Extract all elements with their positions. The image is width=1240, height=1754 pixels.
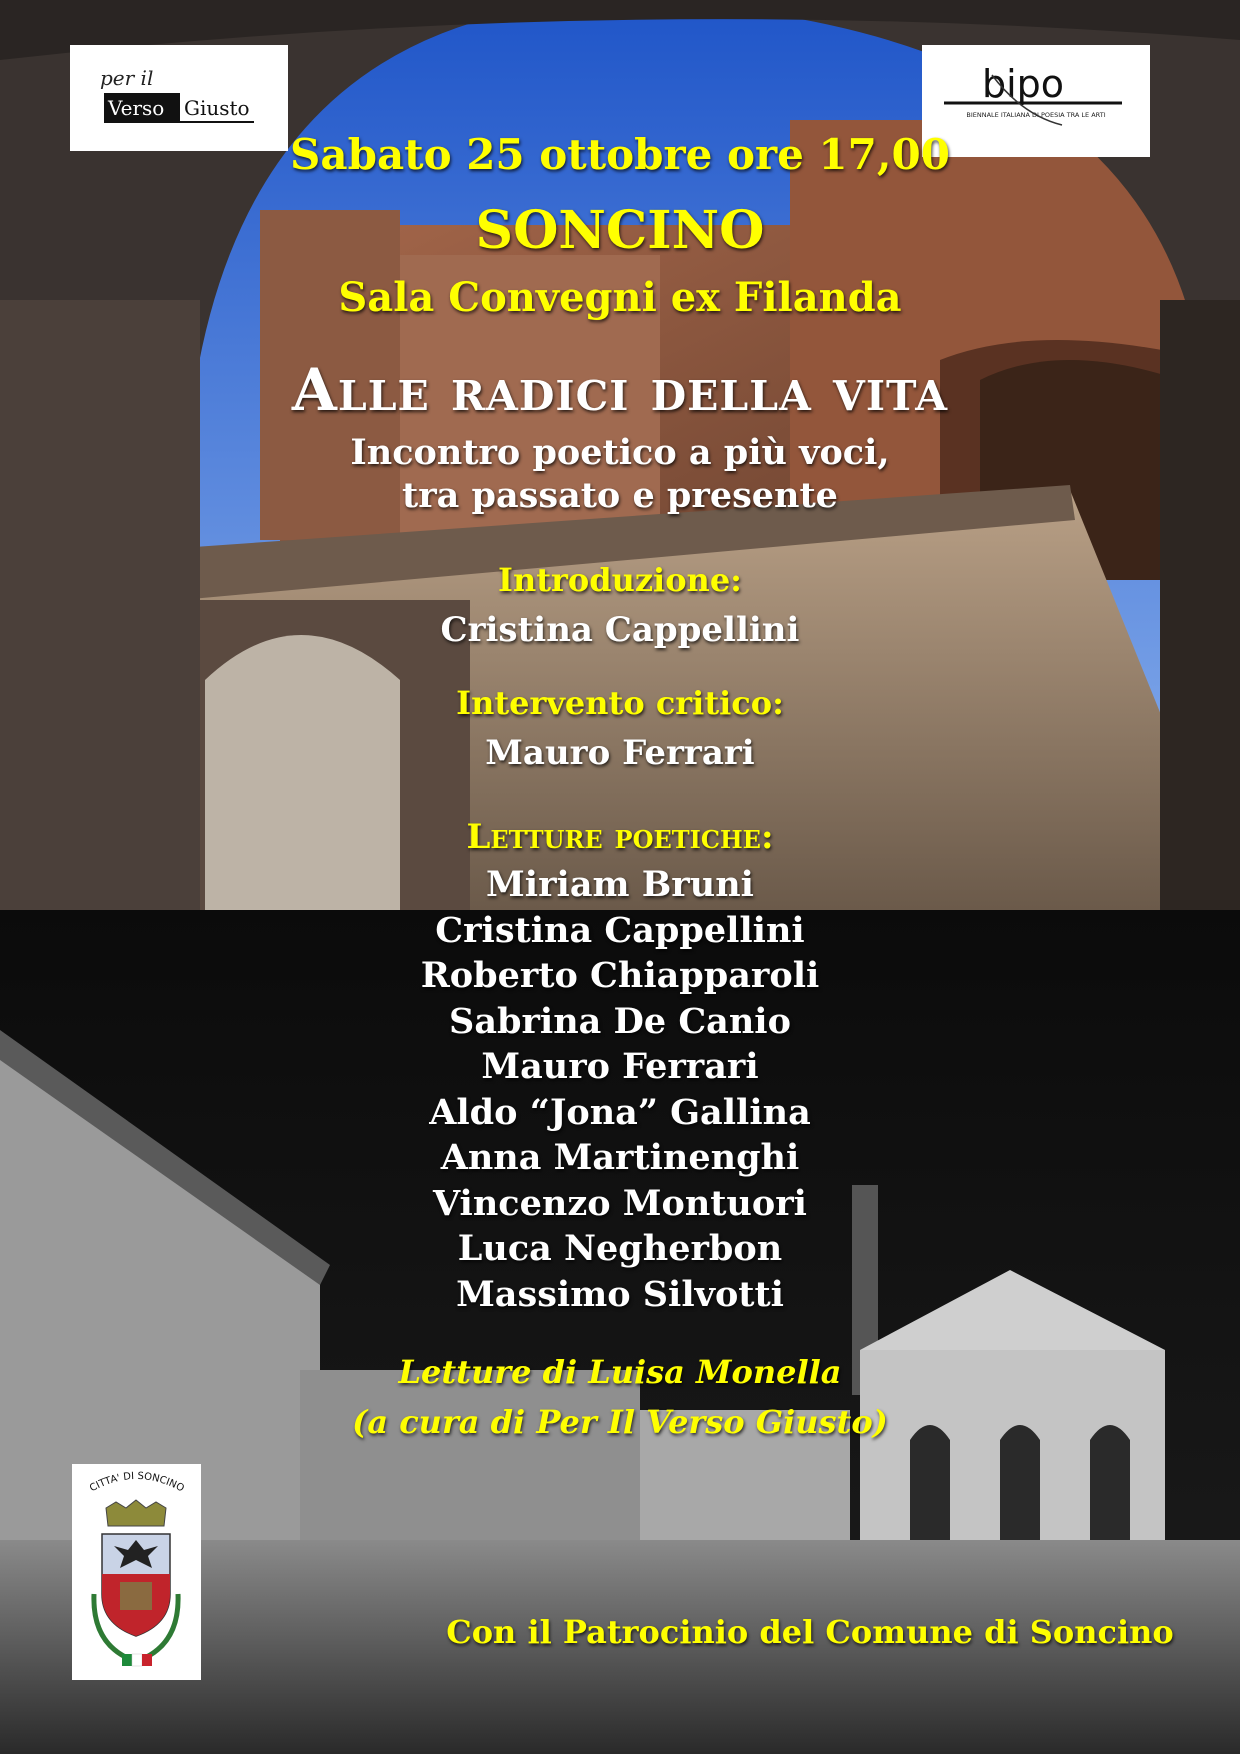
event-date: Sabato 25 ottobre ore 17,00	[290, 130, 950, 179]
readings-label: Letture poetiche:	[466, 817, 774, 857]
patronage-note: Con il Patrocinio del Comune di Soncino	[446, 1613, 1174, 1651]
soncino-crest	[72, 1464, 201, 1680]
logo-left-word2: Giusto	[184, 96, 250, 120]
reader-name: Sabrina De Canio	[449, 1000, 791, 1042]
reader-name: Cristina Cappellini	[435, 909, 805, 951]
reader-name: Aldo “Jona” Gallina	[429, 1091, 811, 1133]
svg-text:CITTA' DI SONCINO	[88, 1471, 186, 1495]
reader-name: Luca Negherbon	[457, 1228, 783, 1269]
logo-right-tagline: BIENNALE ITALIANA DI POESIA TRA LE ARTI	[966, 111, 1106, 119]
critic-label: Intervento critico:	[456, 684, 784, 722]
reader-name: Vincenzo Montuori	[433, 1182, 807, 1224]
crest-label: CITTA' DI SONCINO	[88, 1470, 186, 1495]
event-title: Alle radici della vita	[291, 356, 949, 424]
event-city: SONCINO	[475, 200, 765, 261]
reader-name: Roberto Chiapparoli	[420, 955, 820, 996]
readers-list	[0, 862, 1240, 1317]
event-venue: Sala Convegni ex Filanda	[338, 274, 902, 321]
logo-left-word1: Verso	[108, 96, 165, 120]
reader-name: Miriam Bruni	[486, 864, 754, 905]
logo-right-name: bipo	[982, 62, 1065, 106]
event-subtitle-line1: Incontro poetico a più voci,	[350, 432, 890, 473]
readings-by-line1: Letture di Luisa Monella	[398, 1353, 842, 1391]
reader-name: Mauro Ferrari	[481, 1046, 759, 1087]
readings-by-line2: (a cura di Per Il Verso Giusto)	[352, 1403, 888, 1441]
logo-left-line1: per il	[100, 66, 154, 90]
intro-name: Cristina Cappellini	[440, 610, 800, 650]
reader-name: Massimo Silvotti	[456, 1273, 784, 1315]
event-subtitle-line2: tra passato e presente	[402, 475, 838, 516]
critic-name: Mauro Ferrari	[485, 733, 755, 773]
reader-name: Anna Martinenghi	[440, 1137, 800, 1178]
intro-label: Introduzione:	[498, 561, 742, 599]
